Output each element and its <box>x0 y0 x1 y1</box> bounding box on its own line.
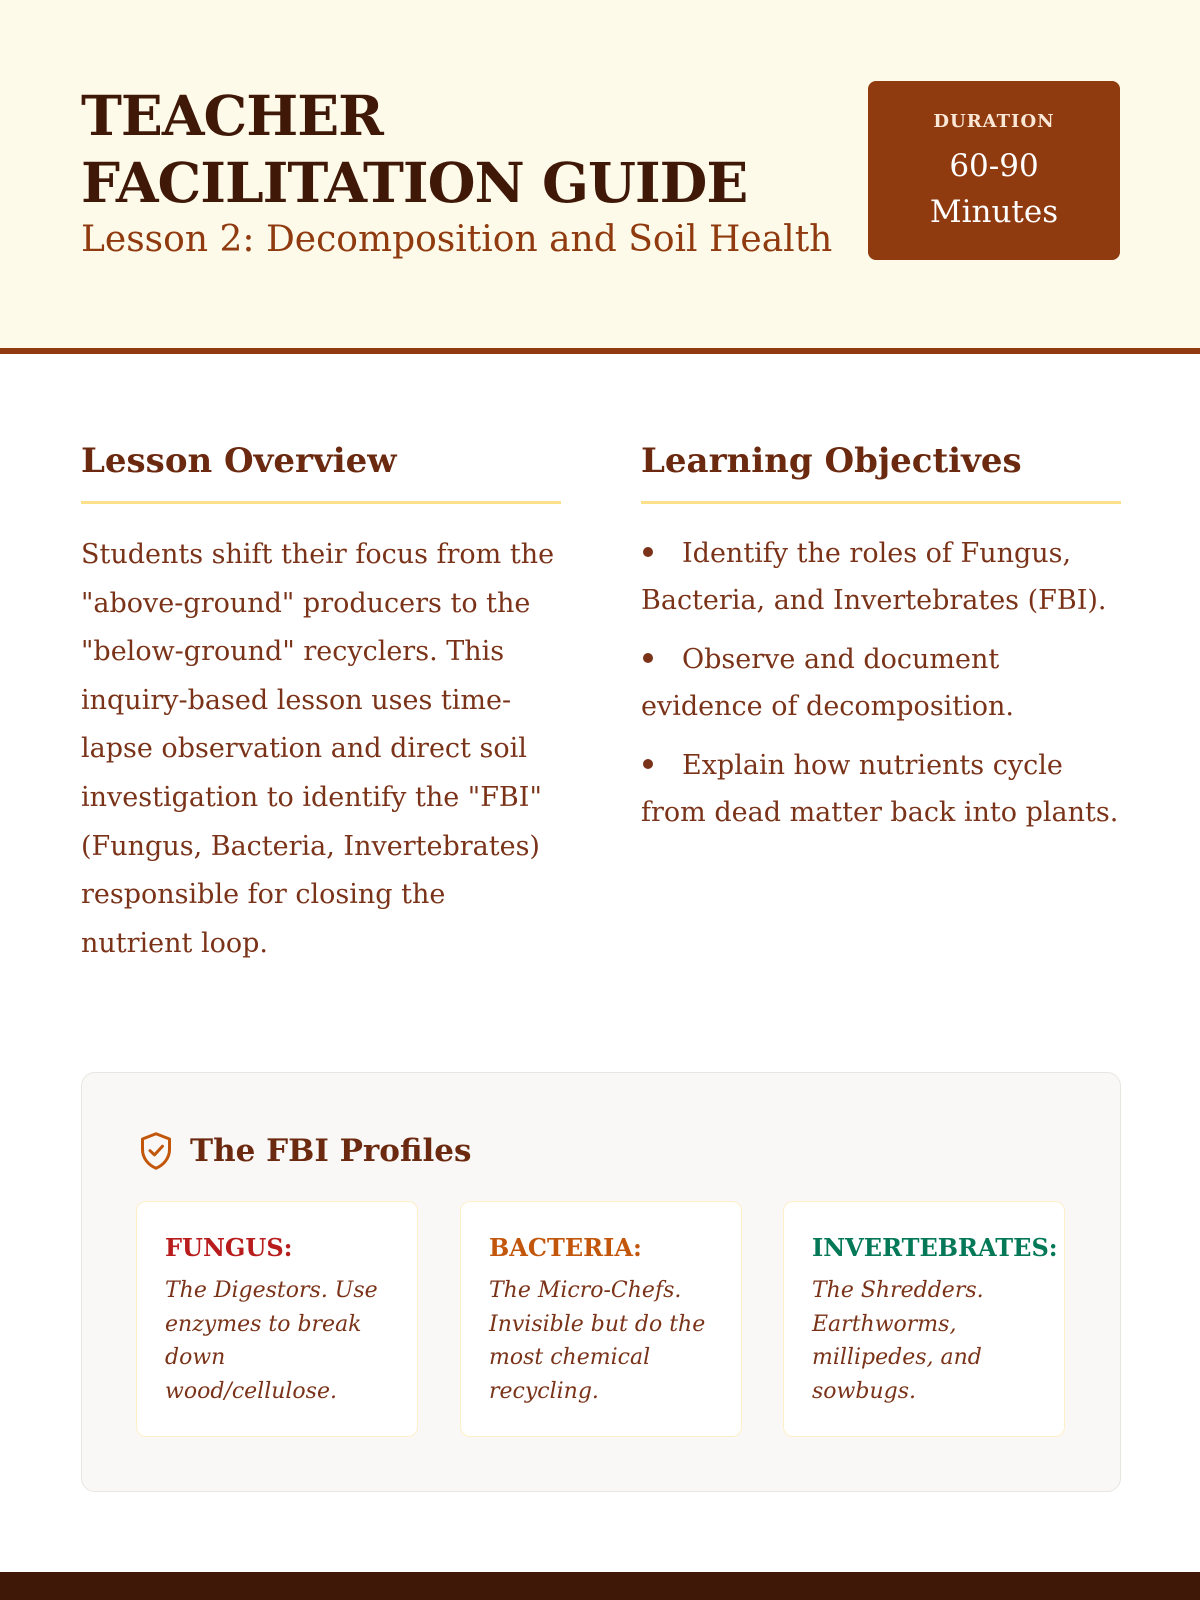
profile-description: The Digestors. Use enzymes to break down wood/cellulose. <box>165 1278 378 1404</box>
objectives-heading: Learning Objectives <box>641 439 1121 504</box>
profile-description: The Shredders. Earthworms, millipedes, and sowbugs. <box>812 1278 984 1404</box>
duration-label: DURATION <box>933 111 1055 132</box>
fbi-profiles-card <box>81 1072 1121 1492</box>
bullet-icon <box>643 547 653 557</box>
overview-heading: Lesson Overview <box>81 439 561 504</box>
fbi-heading <box>138 1129 471 1173</box>
objective-text: Identify the roles of Fungus, Bacteria, and Invertebrates (FBI). <box>641 538 1107 616</box>
profile-name: FUNGUS: <box>165 1233 293 1262</box>
profile-name: BACTERIA: <box>489 1233 642 1262</box>
fbi-title: The FBI Profiles <box>190 1133 472 1169</box>
objective-item <box>641 637 1121 730</box>
duration-badge <box>868 81 1120 260</box>
profile-card-fungus <box>136 1201 418 1437</box>
shield-check-icon <box>138 1131 174 1171</box>
objectives-list <box>641 531 1121 850</box>
objective-item <box>641 743 1121 836</box>
bullet-icon <box>643 759 653 769</box>
profile-card-invertebrates <box>783 1201 1065 1437</box>
objective-text: Observe and document evidence of decomposition. <box>641 644 1015 722</box>
page-title: TEACHER FACILITATION GUIDE <box>81 83 748 215</box>
profile-description: The Micro-Chefs. Invisible but do the most chemical recycling. <box>489 1278 706 1404</box>
objective-text: Explain how nutrients cycle from dead matter back into plants. <box>641 750 1119 828</box>
duration-value: 60-90 Minutes <box>929 148 1059 230</box>
profile-name: INVERTEBRATES: <box>812 1233 1058 1262</box>
profile-card-bacteria <box>460 1201 742 1437</box>
lesson-subtitle: Lesson 2: Decomposition and Soil Health <box>81 219 833 260</box>
objective-item <box>641 531 1121 624</box>
bullet-icon <box>643 653 653 663</box>
footer-bar <box>0 1572 1200 1600</box>
overview-text: Students shift their focus from the "above-ground" producers to the "below-ground" recyclers. This inquiry-based lesson uses time-lapse observation and direct soil investigation to identify the "FBI" (Fungus, Bacteria, Invertebrates) responsible for closing the nutrient loop. <box>81 539 555 959</box>
header <box>0 0 1200 354</box>
